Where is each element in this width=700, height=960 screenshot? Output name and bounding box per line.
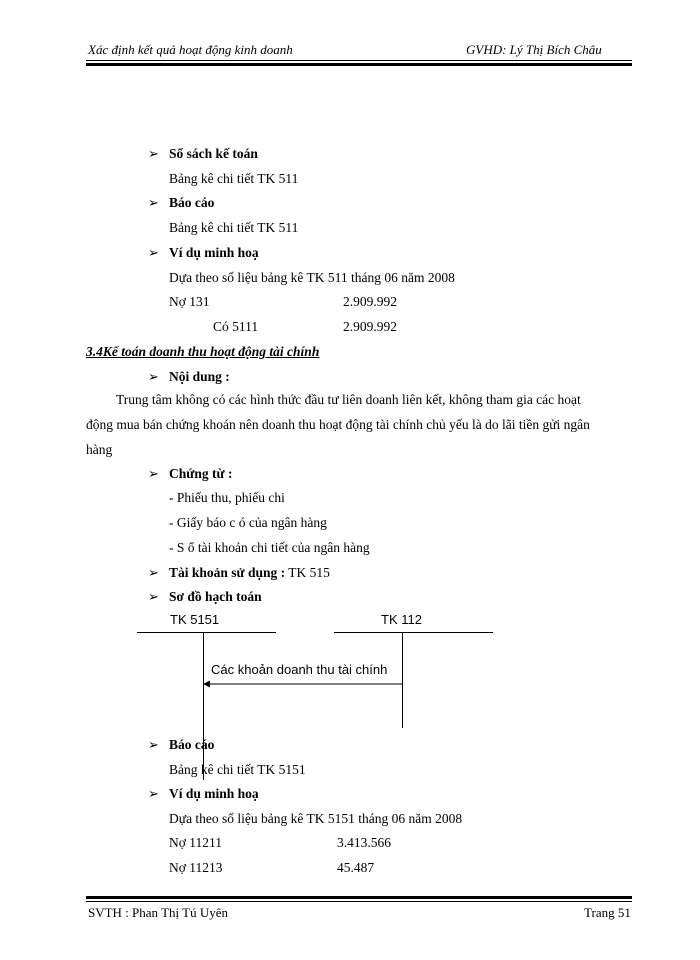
example-intro-2: Dựa theo số liệu bảng kê TK 5151 tháng 06 năm 2008 bbox=[169, 811, 463, 826]
bullet-arrow-icon: ➢ bbox=[148, 737, 159, 752]
example-intro: Dựa theo số liệu bảng kê TK 511 tháng 06 năm 2008 bbox=[169, 270, 455, 285]
row2-label: Nợ 11213 bbox=[169, 860, 223, 875]
documents-title: Chứng từ : bbox=[169, 466, 233, 481]
credit-value: 2.909.992 bbox=[343, 319, 397, 334]
account-value: TK 515 bbox=[285, 565, 330, 580]
report-text: Bảng kê chi tiết TK 511 bbox=[169, 220, 299, 235]
bullet-arrow-icon: ➢ bbox=[148, 589, 159, 604]
bullet-arrow-icon: ➢ bbox=[148, 195, 159, 210]
header-rule-thick bbox=[86, 63, 632, 66]
report-text-2: Bảng kê chi tiết TK 5151 bbox=[169, 762, 306, 777]
paragraph-line: động mua bán chứng khoán nên doanh thu hoạt động tài chính chủ yếu là do lãi tiền gửi ngân bbox=[86, 417, 590, 432]
bullet-arrow-icon: ➢ bbox=[148, 369, 159, 384]
document-item: - S ổ tài khoản chi tiết của ngân hàng bbox=[169, 540, 370, 555]
t-account-left-stem bbox=[203, 632, 204, 780]
paragraph-line: Trung tâm không có các hình thức đầu tư liên doanh liên kết, không tham gia các hoạt bbox=[116, 392, 581, 407]
bullet-title-example: Ví dụ minh hoạ bbox=[169, 245, 259, 260]
bullet-title-report: Báo cáo bbox=[169, 195, 215, 210]
row1-value: 3.413.566 bbox=[337, 835, 391, 850]
account-line bbox=[169, 565, 330, 581]
paragraph-line: hàng bbox=[86, 442, 113, 457]
ledger-text: Bảng kê chi tiết TK 511 bbox=[169, 171, 299, 186]
bullet-arrow-icon: ➢ bbox=[148, 565, 159, 580]
t-account-left-bar bbox=[137, 632, 276, 633]
bullet-title-ledger: Sổ sách kế toán bbox=[169, 146, 258, 161]
bullet-arrow-icon: ➢ bbox=[148, 146, 159, 161]
diagram-title: Sơ đồ hạch toán bbox=[169, 589, 262, 604]
report-title: Báo cáo bbox=[169, 737, 215, 752]
flow-arrow bbox=[200, 678, 406, 692]
document-item: - Phiếu thu, phiếu chi bbox=[169, 490, 285, 505]
credit-label: Có 5111 bbox=[213, 319, 259, 334]
row2-value: 45.487 bbox=[337, 860, 375, 875]
t-account-left-label: TK 5151 bbox=[170, 612, 220, 627]
section-title: 3.4Kế toán doanh thu hoạt động tài chính bbox=[86, 344, 320, 359]
content-title: Nội dung : bbox=[169, 369, 230, 384]
footer-left: SVTH : Phan Thị Tú Uyên bbox=[88, 905, 228, 920]
arrow-label: Các khoản doanh thu tài chính bbox=[211, 662, 388, 677]
header-rule-thin bbox=[86, 60, 632, 61]
bullet-arrow-icon: ➢ bbox=[148, 786, 159, 801]
t-account-right-bar bbox=[334, 632, 493, 633]
account-title: Tài khoản sử dụng : bbox=[169, 565, 286, 580]
footer-rule-thick bbox=[86, 896, 632, 899]
debit-value: 2.909.992 bbox=[343, 294, 397, 309]
document-item: - Giấy báo c ó của ngân hàng bbox=[169, 515, 327, 530]
t-account-right-label: TK 112 bbox=[381, 612, 422, 627]
bullet-arrow-icon: ➢ bbox=[148, 245, 159, 260]
example-title: Ví dụ minh hoạ bbox=[169, 786, 259, 801]
bullet-arrow-icon: ➢ bbox=[148, 466, 159, 481]
header-left: Xác định kết quả hoạt động kinh doanh bbox=[88, 42, 293, 57]
footer-rule-thin bbox=[86, 901, 632, 902]
header-right: GVHD: Lý Thị Bích Châu bbox=[466, 42, 602, 57]
row1-label: Nợ 11211 bbox=[169, 835, 223, 850]
footer-right: Trang 51 bbox=[584, 905, 631, 920]
debit-label: Nợ 131 bbox=[169, 294, 210, 309]
